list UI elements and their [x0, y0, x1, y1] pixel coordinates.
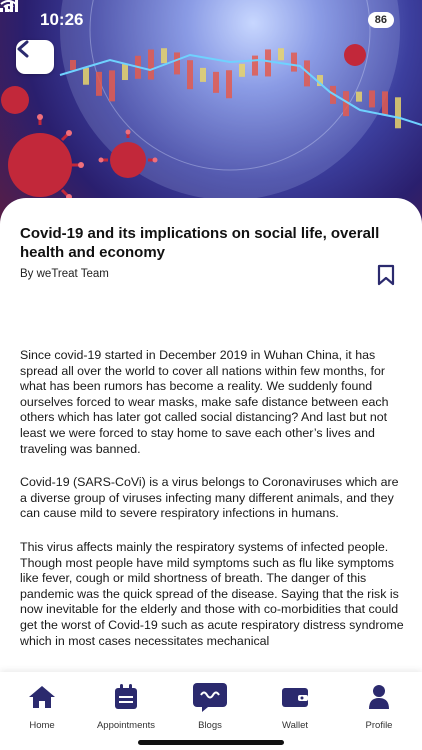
hero-candlestick: [382, 91, 388, 115]
hero-candlestick: [187, 60, 193, 89]
hero-candlestick: [239, 64, 245, 77]
bookmark-icon[interactable]: [376, 264, 396, 286]
hero-candlestick: [369, 90, 375, 107]
bottom-tab-bar: [0, 672, 422, 750]
tab-appointments[interactable]: [84, 672, 168, 731]
hero-image: [0, 0, 422, 230]
article-author: By weTreat Team: [20, 268, 109, 280]
hero-candlestick: [252, 56, 258, 76]
hero-candlestick: [278, 48, 284, 60]
status-icons: [368, 12, 394, 28]
tab-label: Appointments: [96, 720, 156, 731]
hero-candlestick: [83, 68, 89, 85]
hero-candlestick: [356, 92, 362, 102]
hero-candlestick: [161, 48, 167, 63]
hero-candlestick: [174, 52, 180, 74]
article-paragraph: Covid-19 (SARS-CoVi) is a virus belongs to Coronaviruses which are a diverse group of viruses infecting many different animals, and they can cause mild to severe respiratory infections in humans.: [20, 475, 399, 521]
person-icon: [368, 684, 390, 710]
hero-candlestick: [148, 50, 154, 80]
home-indicator: [138, 740, 284, 745]
hero-candlestick: [96, 72, 102, 96]
article-body: [20, 348, 406, 661]
hero-candlestick: [109, 70, 115, 101]
calendar-icon: [114, 684, 138, 710]
article-title: Covid-19 and its implications on social life, overall health and economy: [20, 225, 380, 261]
hero-candlestick: [265, 49, 271, 76]
article-paragraph: Since covid-19 started in December 2019 in Wuhan China, it has spread all over the world to cover all nations within few months, for what has been rumors has become a reality. We suddenly found ourselves forced to wear masks, make safe distance between each others which has later got called social distancing? And last but not least we were forced to stay home to save each other’s lives and traveling was banned.: [20, 348, 389, 456]
hero-candlestick: [122, 64, 128, 80]
tab-label: Wallet: [281, 720, 309, 731]
chat-icon: [192, 682, 228, 712]
tab-blogs[interactable]: [168, 672, 252, 731]
wallet-icon: [281, 686, 309, 708]
article-paragraph: This virus affects mainly the respiratory systems of infected people. Though most people have mild symptoms such as flu like symptoms like fever, cough or mild shortness of breath. The danger of this pandemic was the quick spread of the disease. Saying that the risk is now inevitable for the elderly and those with co-morbidities that could get the worst of Covid-19 such as acute respiratory distress syndrome which in most cases necessitates mechanical: [20, 539, 404, 648]
tab-label: Home: [29, 720, 55, 731]
hero-candlestick: [291, 53, 297, 72]
tab-profile[interactable]: [337, 672, 421, 731]
hero-candlestick: [70, 60, 76, 70]
hero-candlestick: [395, 97, 401, 128]
hero-candlestick: [200, 68, 206, 82]
home-icon: [28, 685, 56, 709]
hero-candlestick: [213, 72, 219, 93]
tab-label: Blogs: [198, 720, 222, 731]
tab-wallet[interactable]: [253, 672, 337, 731]
hero-candlestick: [226, 70, 232, 98]
tab-label: Profile: [365, 720, 393, 731]
back-button[interactable]: [16, 40, 54, 74]
tab-home[interactable]: [0, 672, 84, 731]
chevron-left-icon: [16, 40, 30, 58]
wifi-icon: [0, 0, 17, 12]
battery-indicator: 86: [368, 12, 394, 28]
status-time: 10:26: [40, 10, 84, 29]
